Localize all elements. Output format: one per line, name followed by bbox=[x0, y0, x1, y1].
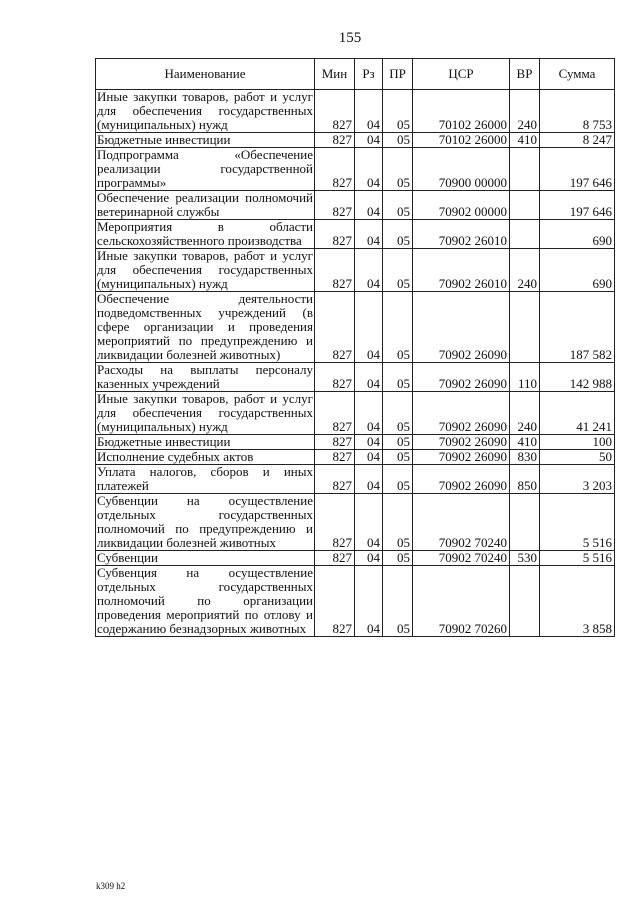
cell-rz: 04 bbox=[355, 465, 383, 494]
cell-vr: 240 bbox=[510, 90, 540, 133]
table-row bbox=[96, 435, 615, 450]
cell-vr: 110 bbox=[510, 363, 540, 392]
table-row bbox=[96, 566, 615, 637]
cell-csr: 70902 26090 bbox=[413, 363, 510, 392]
table-row bbox=[96, 148, 615, 191]
cell-rz: 04 bbox=[355, 292, 383, 363]
cell-name: Бюджетные инвестиции bbox=[96, 435, 315, 450]
budget-table bbox=[95, 58, 615, 637]
cell-csr: 70902 00000 bbox=[413, 191, 510, 220]
cell-pr: 05 bbox=[383, 551, 413, 566]
cell-min: 827 bbox=[315, 392, 355, 435]
cell-vr bbox=[510, 566, 540, 637]
table-row bbox=[96, 90, 615, 133]
cell-name: Исполнение судебных актов bbox=[96, 450, 315, 465]
cell-vr bbox=[510, 494, 540, 551]
cell-name: Иные закупки товаров, работ и услуг для обеспечения государственных (муниципальных) нужд bbox=[97, 248, 313, 291]
cell-vr bbox=[510, 220, 540, 249]
cell-min: 827 bbox=[315, 220, 355, 249]
cell-rz: 04 bbox=[355, 450, 383, 465]
cell-vr bbox=[510, 292, 540, 363]
cell-vr: 410 bbox=[510, 133, 540, 148]
cell-csr: 70902 26090 bbox=[413, 435, 510, 450]
cell-name: Подпрограмма «Обеспечение реализации государственной программы» bbox=[97, 147, 313, 190]
cell-csr: 70102 26000 bbox=[413, 90, 510, 133]
cell-pr: 05 bbox=[383, 392, 413, 435]
cell-pr: 05 bbox=[383, 435, 413, 450]
cell-name: Уплата налогов, сборов и иных платежей bbox=[97, 464, 313, 493]
cell-pr: 05 bbox=[383, 363, 413, 392]
cell-sum: 187 582 bbox=[540, 292, 615, 363]
cell-pr: 05 bbox=[383, 133, 413, 148]
cell-sum: 5 516 bbox=[540, 494, 615, 551]
cell-min: 827 bbox=[315, 551, 355, 566]
cell-csr: 70102 26000 bbox=[413, 133, 510, 148]
cell-rz: 04 bbox=[355, 551, 383, 566]
cell-pr: 05 bbox=[383, 566, 413, 637]
cell-pr: 05 bbox=[383, 292, 413, 363]
cell-sum: 3 203 bbox=[540, 465, 615, 494]
cell-sum: 690 bbox=[540, 249, 615, 292]
cell-vr: 240 bbox=[510, 249, 540, 292]
column-header-min: Мин bbox=[315, 59, 355, 90]
cell-vr: 850 bbox=[510, 465, 540, 494]
table-row bbox=[96, 494, 615, 551]
cell-min: 827 bbox=[315, 450, 355, 465]
cell-csr: 70902 26090 bbox=[413, 450, 510, 465]
table-row bbox=[96, 363, 615, 392]
cell-sum: 690 bbox=[540, 220, 615, 249]
cell-vr bbox=[510, 191, 540, 220]
cell-name: Мероприятия в области сельскохозяйственного производства bbox=[97, 219, 313, 248]
cell-csr: 70902 70240 bbox=[413, 551, 510, 566]
cell-sum: 8 753 bbox=[540, 90, 615, 133]
cell-name: Субвенции bbox=[96, 551, 315, 566]
table-row bbox=[96, 292, 615, 363]
cell-rz: 04 bbox=[355, 363, 383, 392]
cell-vr bbox=[510, 148, 540, 191]
cell-sum: 197 646 bbox=[540, 191, 615, 220]
cell-vr: 240 bbox=[510, 392, 540, 435]
column-header-sum: Сумма bbox=[540, 59, 615, 90]
column-header-pr: ПР bbox=[383, 59, 413, 90]
cell-rz: 04 bbox=[355, 220, 383, 249]
cell-pr: 05 bbox=[383, 90, 413, 133]
cell-name: Бюджетные инвестиции bbox=[96, 133, 315, 148]
cell-min: 827 bbox=[315, 465, 355, 494]
column-header-csr: ЦСР bbox=[413, 59, 510, 90]
column-header-name: Наименование bbox=[96, 59, 315, 90]
cell-vr: 410 bbox=[510, 435, 540, 450]
cell-name: Иные закупки товаров, работ и услуг для обеспечения государственных (муниципальных) нужд bbox=[97, 89, 313, 132]
cell-sum: 197 646 bbox=[540, 148, 615, 191]
cell-rz: 04 bbox=[355, 566, 383, 637]
cell-pr: 05 bbox=[383, 191, 413, 220]
table-row bbox=[96, 249, 615, 292]
cell-csr: 70902 70240 bbox=[413, 494, 510, 551]
cell-min: 827 bbox=[315, 191, 355, 220]
cell-csr: 70900 00000 bbox=[413, 148, 510, 191]
cell-vr: 830 bbox=[510, 450, 540, 465]
cell-name: Субвенции на осуществление отдельных государственных полномочий по предупреждению и ликвидации болезней животных bbox=[97, 493, 313, 550]
cell-name: Субвенция на осуществление отдельных государственных полномочий по организации проведения мероприятий по отлову и содержанию безнадзорных животных bbox=[97, 565, 313, 636]
cell-rz: 04 bbox=[355, 435, 383, 450]
cell-csr: 70902 26010 bbox=[413, 249, 510, 292]
cell-pr: 05 bbox=[383, 148, 413, 191]
cell-rz: 04 bbox=[355, 249, 383, 292]
cell-sum: 3 858 bbox=[540, 566, 615, 637]
cell-pr: 05 bbox=[383, 494, 413, 551]
cell-min: 827 bbox=[315, 435, 355, 450]
cell-rz: 04 bbox=[355, 148, 383, 191]
cell-min: 827 bbox=[315, 249, 355, 292]
cell-csr: 70902 70260 bbox=[413, 566, 510, 637]
cell-sum: 41 241 bbox=[540, 392, 615, 435]
column-header-rz: Рз bbox=[355, 59, 383, 90]
cell-min: 827 bbox=[315, 363, 355, 392]
cell-pr: 05 bbox=[383, 249, 413, 292]
cell-name: Расходы на выплаты персоналу казенных учреждений bbox=[97, 362, 313, 391]
table-row bbox=[96, 191, 615, 220]
cell-rz: 04 bbox=[355, 191, 383, 220]
cell-min: 827 bbox=[315, 148, 355, 191]
cell-csr: 70902 26090 bbox=[413, 292, 510, 363]
cell-pr: 05 bbox=[383, 465, 413, 494]
cell-min: 827 bbox=[315, 566, 355, 637]
cell-vr: 530 bbox=[510, 551, 540, 566]
cell-rz: 04 bbox=[355, 494, 383, 551]
cell-name: Иные закупки товаров, работ и услуг для обеспечения государственных (муниципальных) нужд bbox=[97, 391, 313, 434]
table-header-row bbox=[96, 59, 615, 90]
cell-pr: 05 bbox=[383, 220, 413, 249]
cell-min: 827 bbox=[315, 90, 355, 133]
cell-name: Обеспечение реализации полномочий ветеринарной службы bbox=[97, 190, 313, 219]
cell-sum: 5 516 bbox=[540, 551, 615, 566]
cell-sum: 50 bbox=[540, 450, 615, 465]
cell-min: 827 bbox=[315, 494, 355, 551]
cell-rz: 04 bbox=[355, 133, 383, 148]
cell-csr: 70902 26090 bbox=[413, 465, 510, 494]
cell-sum: 100 bbox=[540, 435, 615, 450]
footer-code: k309 h2 bbox=[96, 881, 126, 891]
table-row bbox=[96, 392, 615, 435]
cell-name: Обеспечение деятельности подведомственных учреждений (в сфере организации и проведения мероприятий по предупреждению и ликвидации болезней животных) bbox=[97, 291, 313, 362]
table-row bbox=[96, 465, 615, 494]
cell-sum: 142 988 bbox=[540, 363, 615, 392]
table-row bbox=[96, 450, 615, 465]
cell-csr: 70902 26010 bbox=[413, 220, 510, 249]
table-row bbox=[96, 133, 615, 148]
column-header-vr: ВР bbox=[510, 59, 540, 90]
cell-csr: 70902 26090 bbox=[413, 392, 510, 435]
cell-pr: 05 bbox=[383, 450, 413, 465]
cell-sum: 8 247 bbox=[540, 133, 615, 148]
table-row bbox=[96, 551, 615, 566]
cell-min: 827 bbox=[315, 292, 355, 363]
table-body bbox=[96, 90, 615, 637]
cell-rz: 04 bbox=[355, 392, 383, 435]
page-number: 155 bbox=[338, 30, 362, 46]
cell-rz: 04 bbox=[355, 90, 383, 133]
table-row bbox=[96, 220, 615, 249]
cell-min: 827 bbox=[315, 133, 355, 148]
